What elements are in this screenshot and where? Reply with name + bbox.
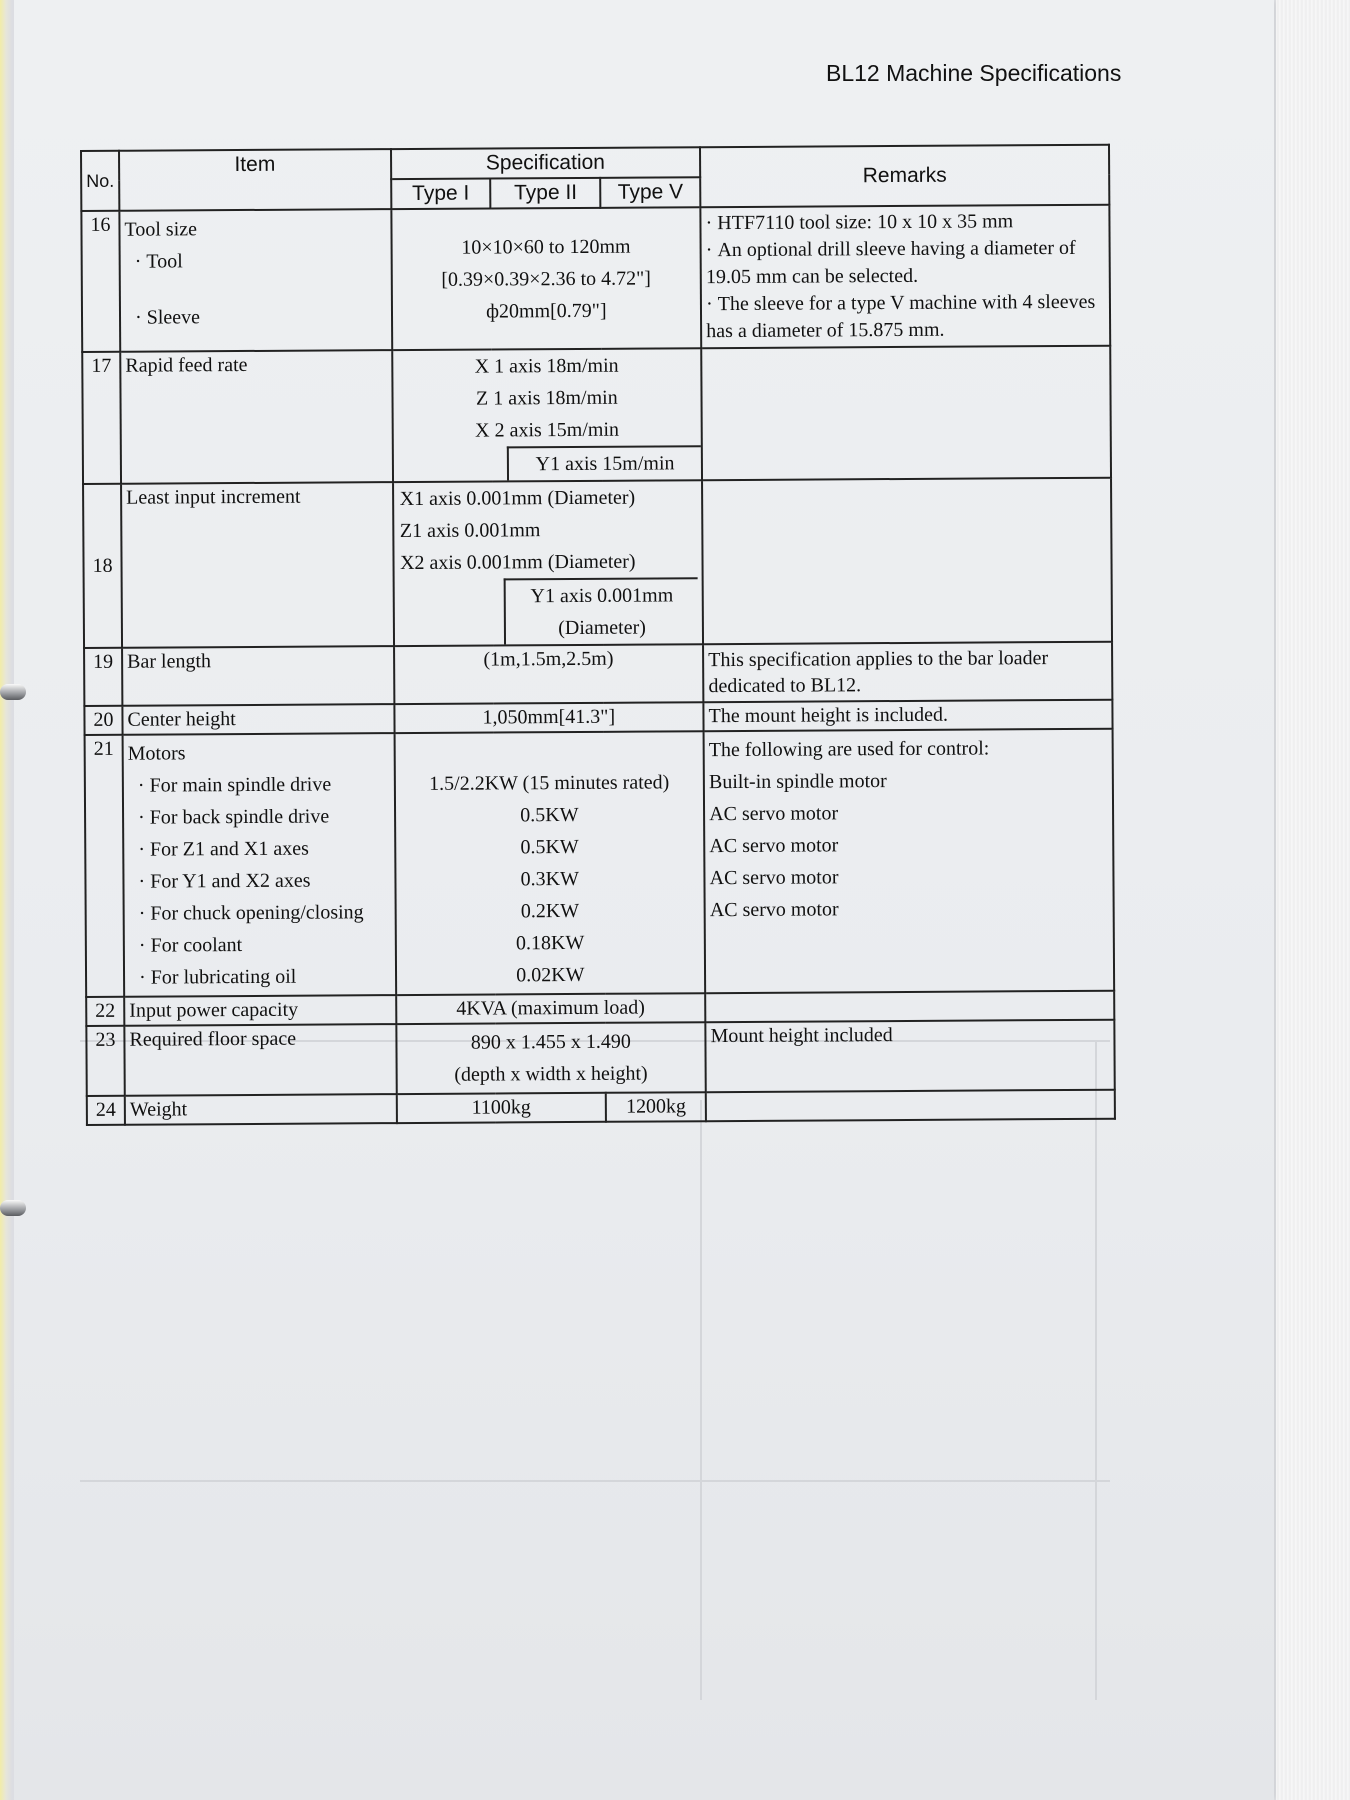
row-item: Least input increment [121, 482, 394, 648]
row-spec [393, 480, 704, 646]
specification-table [80, 144, 1116, 1126]
row-no: 16 [81, 211, 120, 352]
remark-bullet: · HTF7110 tool size: 10 x 10 x 35 mm [706, 208, 1105, 237]
table-row [87, 1090, 1115, 1125]
item-label: Motors [127, 742, 186, 765]
row-no: 22 [86, 997, 124, 1026]
table-row [82, 346, 1111, 484]
page-header-title: BL12 Machine Specifications [826, 60, 1122, 86]
row-remarks [706, 1090, 1115, 1121]
table-row [84, 642, 1112, 706]
row-no: 24 [87, 1096, 125, 1125]
remark-line: The following are used for control: [708, 737, 990, 762]
item-sub: · Tool [125, 244, 387, 278]
row-spec [392, 348, 702, 482]
spec-line: X1 axis 0.001mm (Diameter) [399, 486, 636, 511]
item-sub: · For chuck opening/closing [129, 896, 391, 930]
header-item: Item [119, 149, 391, 211]
row-spec-type-1: 1100kg [396, 1093, 606, 1123]
row-no: 19 [84, 648, 122, 706]
spec-line: 1.5/2.2KW (15 minutes rated) [429, 771, 670, 795]
spec-line: [0.39×0.39×2.36 to 4.72"] [441, 267, 651, 291]
item-sub: · For back spindle drive [128, 800, 390, 834]
row-spec: 4KVA (maximum load) [396, 993, 706, 1024]
row-no: 23 [86, 1026, 124, 1096]
spacer [399, 734, 699, 768]
row-remarks [701, 346, 1111, 480]
spec-line: 0.5KW [520, 835, 579, 859]
show-through-line [80, 1480, 1110, 1482]
row-item: Input power capacity [124, 995, 396, 1026]
row-item: Rapid feed rate [120, 350, 392, 484]
remark-line: AC servo motor [709, 802, 839, 826]
spec-line: 0.3KW [520, 867, 580, 891]
spec-line: Z1 axis 0.001mm [399, 519, 541, 543]
remark-bullet: · An optional drill sleeve having a diameter of 19.05 mm can be selected. [706, 235, 1105, 291]
remark-line: Built-in spindle motor [708, 770, 887, 794]
remark-line: AC servo motor [709, 866, 839, 890]
remark-line: AC servo motor [709, 898, 839, 922]
row-spec [394, 731, 705, 995]
remark-line: AC servo motor [709, 834, 839, 858]
item-sub: · For Y1 and X2 axes [128, 864, 390, 898]
spec-line: X 2 axis 15m/min [475, 418, 620, 442]
row-remarks: This specification applies to the bar loader dedicated to BL12. [703, 642, 1112, 702]
page-stack-edge [1276, 0, 1350, 1800]
header-type-5: Type V [600, 177, 700, 208]
spec-line: Z 1 axis 18m/min [475, 386, 618, 410]
row-spec: (1m,1.5m,2.5m) [394, 644, 704, 704]
spec-line: 890 x 1.455 x 1.490 [470, 1030, 631, 1054]
binder-ring [0, 1200, 26, 1216]
row-no: 17 [82, 352, 121, 484]
spec-y-line: Y1 axis 0.001mm [530, 584, 674, 608]
row-no: 18 [83, 484, 122, 648]
row-remarks [705, 991, 1114, 1022]
spec-line: X2 axis 0.001mm (Diameter) [399, 550, 636, 575]
item-sub: · For Z1 and X1 axes [128, 832, 390, 866]
show-through-line [700, 1100, 702, 1700]
row-remarks [700, 205, 1110, 348]
row-no: 21 [85, 735, 125, 997]
row-item: Weight [125, 1094, 397, 1125]
show-through-line [1095, 1040, 1097, 1700]
row-item: Center height [122, 704, 394, 735]
header-type-1: Type I [391, 178, 491, 209]
spec-line: 0.5KW [520, 803, 579, 827]
table-row [83, 478, 1112, 648]
header-type-2: Type II [491, 178, 601, 209]
row-remarks: Mount height included [705, 1020, 1114, 1092]
table-row [81, 205, 1110, 352]
row-no: 20 [84, 706, 122, 735]
spec-line: 10×10×60 to 120mm [461, 235, 631, 259]
row-item: Bar length [122, 646, 394, 706]
row-spec [396, 1022, 706, 1094]
row-spec: 1,050mm[41.3"] [394, 702, 704, 733]
item-sub: · For main spindle drive [128, 768, 390, 802]
spacer [125, 276, 387, 302]
spec-line: ф20mm[0.79"] [485, 299, 607, 323]
row-remarks: The mount height is included. [704, 700, 1113, 731]
header-remarks: Remarks [700, 145, 1109, 207]
spec-line: X 1 axis 18m/min [474, 354, 619, 378]
table-row [85, 729, 1115, 997]
item-label: Tool size [124, 218, 198, 241]
spec-y-line: (Diameter) [558, 616, 646, 640]
row-item [119, 209, 391, 352]
row-item: Required floor space [124, 1024, 396, 1096]
row-remarks [702, 478, 1112, 644]
spec-line: (depth x width x height) [454, 1062, 648, 1086]
spec-y-axis: Y1 axis 15m/min [507, 445, 701, 480]
remark-bullet: · The sleeve for a type V machine with 4 sleeves has a diameter of 15.875 mm. [706, 289, 1105, 345]
table-header-row [81, 145, 1109, 181]
item-sub: · For coolant [129, 928, 391, 962]
table-row [86, 1020, 1114, 1096]
row-item [123, 733, 396, 997]
header-no: No. [81, 151, 119, 211]
spec-y-axis [504, 577, 698, 644]
spec-line: 0.2KW [520, 899, 580, 923]
row-remarks [704, 729, 1114, 993]
row-spec-type-2-5: 1200kg [606, 1092, 706, 1122]
item-sub: · For lubricating oil [129, 960, 391, 994]
spec-line: 0.18KW [515, 931, 585, 955]
header-specification: Specification [391, 147, 701, 179]
binder-ring [0, 684, 26, 700]
item-sub: · Sleeve [125, 300, 387, 334]
spec-line: 0.02KW [516, 963, 585, 987]
row-spec [391, 207, 701, 350]
